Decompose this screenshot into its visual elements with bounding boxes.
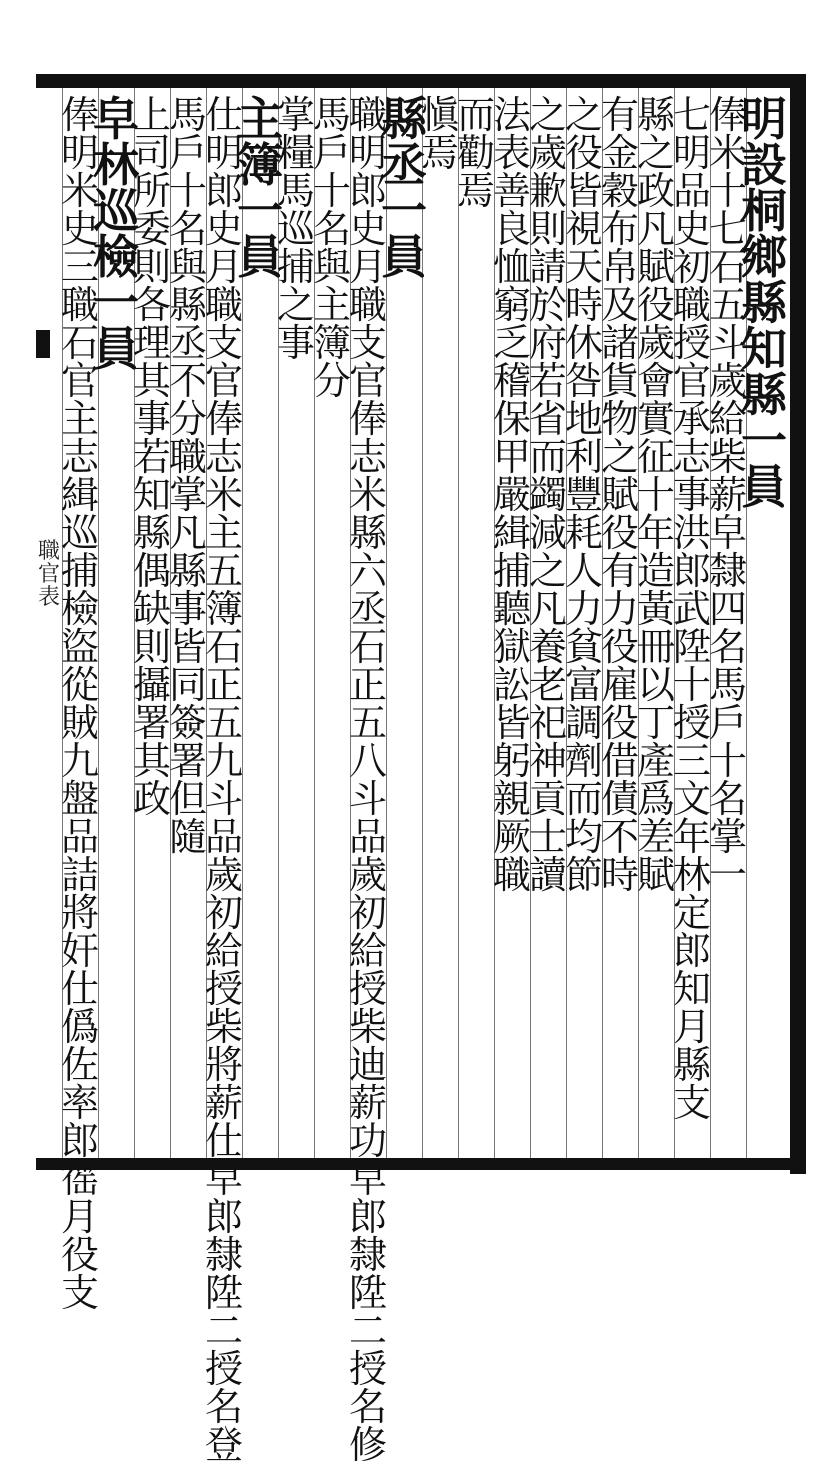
margin-note: 職 官 表 <box>38 539 61 611</box>
heading-column: 皁 林 巡 檢 一 員 <box>93 92 139 376</box>
text-column: 馬 戶 十 名 與 主 簿 分 <box>312 93 351 403</box>
text-column: 職 明 郎 史 月 職 支 官 俸 志 米 縣 六 丞 石 正 五 八 斗 品 歲 初 給 授 柴 迪 薪 功 皁 郎 隸 陞 二 授 名 修 <box>348 93 387 1467</box>
text-column: 愼 焉 <box>420 93 459 175</box>
bottom-border-rule <box>36 1158 806 1170</box>
fishtail-mark <box>36 330 50 358</box>
heading-column: 主 簿 一 員 <box>237 92 283 284</box>
text-column: 之 役 皆 視 天 時 休 咎 地 利 豐 耗 人 力 貧 富 調 劑 而 均 節 <box>564 93 603 897</box>
text-column: 法 表 善 良 恤 窮 乏 稽 保 甲 嚴 緝 捕 聽 獄 訟 皆 躬 親 厥 職 <box>492 93 531 897</box>
text-column: 馬 戶 十 名 與 縣 丞 不 分 職 掌 凡 縣 事 皆 同 簽 署 但 隨 <box>168 93 207 859</box>
text-column: 仕 明 郎 史 月 職 支 官 俸 志 米 主 五 簿 石 正 五 九 斗 品 歲 初 給 授 柴 將 薪 仕 皁 郎 隸 陞 二 授 名 登 <box>204 93 243 1467</box>
text-column: 七 明 品 史 初 職 授 官 承 志 事 洪 郎 武 陞 十 授 三 文 年 林 定 郎 知 月 縣 支 <box>672 93 711 1125</box>
text-column: 上 司 所 委 則 各 理 其 事 若 知 縣 偶 缺 則 攝 署 其 政 <box>132 93 171 821</box>
right-border-rule <box>790 74 806 1174</box>
heading-column: 明 設 桐 鄉 縣 知 縣 一 員 <box>741 92 787 514</box>
text-column: 俸 米 十 七 石 五 斗 歲 給 柴 薪 皁 隸 四 名 馬 戶 十 名 掌 一 <box>708 93 747 897</box>
text-column: 而 勸 焉 <box>456 93 495 213</box>
text-column: 有 金 穀 布 帛 及 諸 貨 物 之 賦 役 有 力 役 雇 役 借 債 不 時 <box>600 93 639 897</box>
heading-column: 縣 丞 一 員 <box>381 92 427 284</box>
text-column: 掌 糧 馬 巡 捕 之 事 <box>276 93 315 365</box>
text-column: 縣 之 政 凡 賦 役 歲 會 實 征 十 年 造 黃 冊 以 丁 產 爲 差 賦 <box>636 93 675 897</box>
top-border-rule <box>36 74 806 88</box>
column-divider <box>458 88 459 1158</box>
text-column: 俸 明 米 史 三 職 石 官 主 志 緝 巡 捕 檢 盜 從 賊 九 盤 品 詰 將 奸 仕 僞 佐 率 郎 徭 月 役 支 <box>60 93 99 1315</box>
text-column: 之 歲 歉 則 請 於 府 若 省 而 蠲 減 之 凡 養 老 祀 神 貢 士 讀 <box>528 93 567 897</box>
